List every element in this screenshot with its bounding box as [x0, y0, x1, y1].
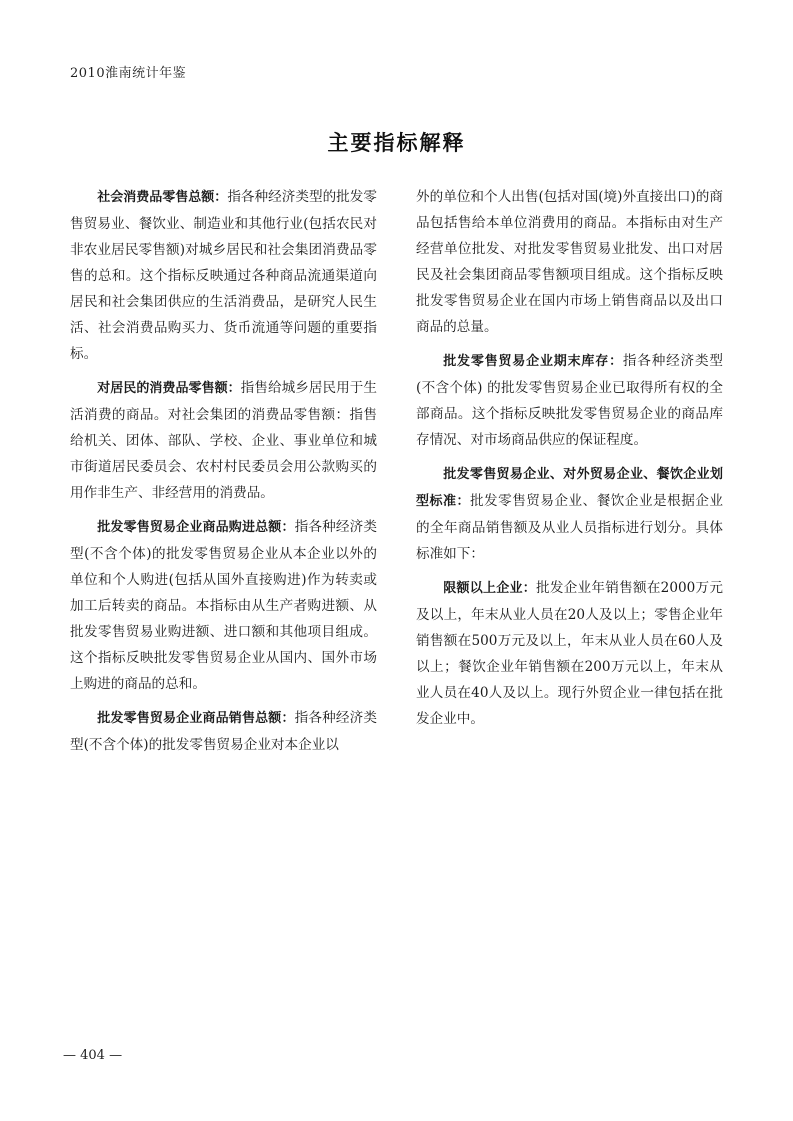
paragraph-sales-total-continued: [416, 184, 723, 340]
term-label: 批发零售贸易企业、对外贸易企业、餐饮企业划型标准：: [416, 467, 723, 509]
paragraph-classification-standard: [416, 461, 723, 567]
term-label: 批发零售贸易企业商品销售总额：: [97, 711, 295, 726]
paragraph-retail-sales-total: [70, 184, 377, 367]
paragraph-body: 指售给城乡居民用于生活消费的商品。对社会集团的消费品零售额：指售给机关、团体、部队、学校、企业、事业单位和城市街道居民委员会、农村村民委员会用公款购买的用作非生产、非经营用的消费品。: [70, 380, 377, 501]
paragraph-body: 指各种经济类型的批发零售贸易业、餐饮业、制造业和其他行业(包括农民对非农业居民零售额)对城乡居民和社会集团消费品零售的总和。这个指标反映通过各种商品流通渠道向居民和社会集团供应的生活消费品，是研究人民生活、社会消费品购买力、货币流通等问题的重要指标。: [70, 189, 377, 362]
term-label: 对居民的消费品零售额：: [97, 381, 241, 396]
right-column: [416, 184, 723, 740]
left-column: [70, 184, 377, 766]
term-label: 批发零售贸易企业商品购进总额：: [97, 520, 295, 535]
paragraph-body: 指各种经济类型(不含个体) 的批发零售贸易企业已取得所有权的全部商品。这个指标反映批发零售贸易企业的商品库存情况、对市场商品供应的保证程度。: [416, 353, 723, 448]
book-title-header: 2010淮南统计年鉴: [70, 66, 187, 81]
paragraph-body: 批发企业年销售额在2000万元及以上，年末从业人员在20人及以上；零售企业年销售额在500万元及以上，年末从业人员在60人及以上；餐饮企业年销售额在200万元以上，年末从业人员在40人及以上。现行外贸企业一律包括在批发企业中。: [416, 580, 723, 727]
paragraph-above-quota: [416, 575, 723, 732]
paragraph-body: 批发零售贸易企业、餐饮企业是根据企业的全年商品销售额及从业人员指标进行划分。具体标准如下：: [416, 493, 723, 562]
paragraph-inventory: [416, 348, 723, 453]
paragraph-resident-retail: [70, 375, 377, 506]
term-label: 限额以上企业：: [443, 581, 536, 596]
paragraph-body: 外的单位和个人出售(包括对国(境)外直接出口)的商品包括售给本单位消费用的商品。本指标由对生产经营单位批发、对批发零售贸易业批发、出口对居民及社会集团商品零售额项目组成。这个指标反映批发零售贸易企业在国内市场上销售商品以及出口商品的总量。: [416, 189, 723, 335]
paragraph-sales-total: [70, 705, 377, 758]
term-label: 批发零售贸易企业期末库存：: [443, 354, 623, 369]
paragraph-body: 指各种经济类型(不含个体)的批发零售贸易企业从本企业以外的单位和个人购进(包括从国外直接购进)作为转卖或加工后转卖的商品。本指标由从生产者购进额、从批发零售贸易业购进额、进口额和其他项目组成。这个指标反映批发零售贸易企业从国内、国外市场上购进的商品的总和。: [70, 519, 377, 692]
paragraph-body: 指各种经济类型(不含个体)的批发零售贸易企业对本企业以: [70, 710, 377, 753]
term-label: 社会消费品零售总额：: [97, 190, 228, 205]
page-number: — 404 —: [63, 1048, 123, 1063]
page-title: 主要指标解释: [327, 131, 466, 155]
paragraph-purchase-total: [70, 514, 377, 697]
